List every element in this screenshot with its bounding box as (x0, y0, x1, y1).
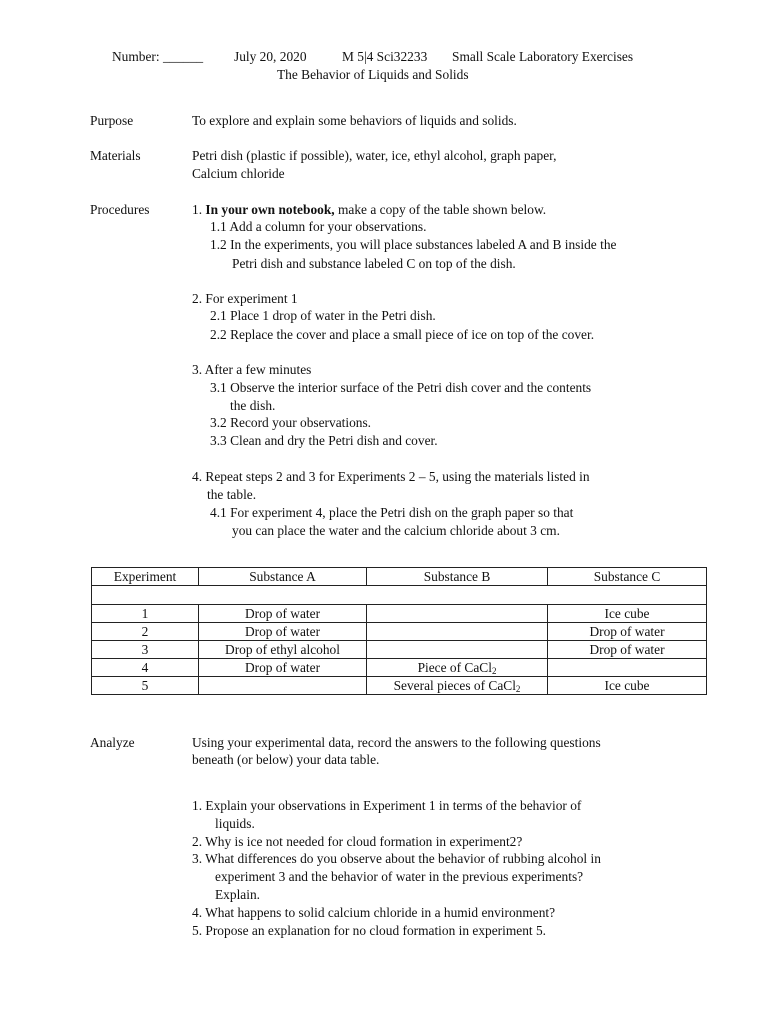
step-1-rest: make a copy of the table shown below. (338, 202, 547, 217)
materials-line-1: Petri dish (plastic if possible), water, ice, ethyl alcohol, graph paper, (192, 148, 557, 163)
table-row (92, 677, 707, 695)
table-cell: Ice cube (548, 605, 707, 623)
table-cell: Drop of water (199, 605, 367, 623)
procedure-step-1-2b: Petri dish and substance labeled C on top of the dish. (232, 256, 516, 271)
header-substance-c: Substance C (548, 568, 707, 586)
header-experiment: Experiment (92, 568, 199, 586)
step-1-bold: In your own notebook, (205, 202, 335, 217)
procedure-step-3-3: 3.3 Clean and dry the Petri dish and cover. (210, 433, 438, 448)
step-1-number: 1. (192, 202, 203, 217)
question-3a: 3. What differences do you observe about the behavior of rubbing alcohol in (192, 851, 601, 866)
table-cell: 4 (92, 659, 199, 677)
header-substance-b: Substance B (367, 568, 548, 586)
question-3b: experiment 3 and the behavior of water in the previous experiments? (215, 869, 584, 884)
materials-table (91, 567, 707, 695)
subscript: 2 (491, 665, 497, 676)
course-code: M 5|4 Sci32233 (342, 49, 428, 64)
cell-text: Piece of CaCl (417, 659, 492, 675)
table-row (92, 659, 707, 677)
purpose-text: To explore and explain some behaviors of liquids and solids. (192, 113, 517, 128)
table-cell: 5 (92, 677, 199, 695)
procedure-step-4a: 4. Repeat steps 2 and 3 for Experiments 2 – 5, using the materials listed in (192, 469, 590, 484)
analyze-label: Analyze (90, 735, 135, 750)
date: July 20, 2020 (234, 49, 307, 64)
procedure-step-2: 2. For experiment 1 (192, 291, 298, 306)
table-cell: Drop of water (199, 659, 367, 677)
table-row (92, 641, 707, 659)
table-row (92, 605, 707, 623)
purpose-label: Purpose (90, 113, 134, 128)
table-cell (367, 641, 548, 659)
table-cell: 2 (92, 623, 199, 641)
question-2: 2. Why is ice not needed for cloud formation in experiment2? (192, 834, 523, 849)
table-row (92, 623, 707, 641)
procedure-step-3-1b: the dish. (230, 398, 276, 413)
materials-label: Materials (90, 148, 141, 163)
table-cell: Ice cube (548, 677, 707, 695)
procedure-step-4-1a: 4.1 For experiment 4, place the Petri dish on the graph paper so that (210, 505, 574, 520)
table-cell: 3 (92, 641, 199, 659)
question-1b: liquids. (215, 816, 255, 831)
table-cell (367, 623, 548, 641)
table-header-row (92, 568, 707, 586)
procedure-step-2-2: 2.2 Replace the cover and place a small piece of ice on top of the cover. (210, 327, 595, 342)
header-substance-a: Substance A (199, 568, 367, 586)
analyze-intro-1: Using your experimental data, record the answers to the following questions (192, 735, 601, 750)
table-cell (367, 677, 548, 695)
table-cell (367, 659, 548, 677)
materials-line-2: Calcium chloride (192, 166, 285, 181)
table-spacer-row (92, 586, 707, 605)
question-5: 5. Propose an explanation for no cloud formation in experiment 5. (192, 923, 547, 938)
series-title: Small Scale Laboratory Exercises (452, 49, 634, 64)
table-cell: Drop of water (548, 623, 707, 641)
question-1a: 1. Explain your observations in Experiment 1 in terms of the behavior of (192, 798, 582, 813)
procedure-step-4-1b: you can place the water and the calcium chloride about 3 cm. (232, 523, 560, 538)
question-4: 4. What happens to solid calcium chloride in a humid environment? (192, 905, 556, 920)
table-cell (548, 659, 707, 677)
procedure-step-2-1: 2.1 Place 1 drop of water in the Petri dish. (210, 308, 436, 323)
cell-text: Several pieces of CaCl (393, 677, 516, 693)
number-field: Number: ______ (112, 49, 204, 64)
procedure-step-1 (192, 201, 546, 218)
table-cell: Drop of ethyl alcohol (199, 641, 367, 659)
procedure-step-1-1: 1.1 Add a column for your observations. (210, 219, 427, 234)
procedure-step-3-1a: 3.1 Observe the interior surface of the Petri dish cover and the contents (210, 380, 592, 395)
subscript: 2 (515, 683, 521, 694)
question-3c: Explain. (215, 887, 260, 902)
table-cell (199, 677, 367, 695)
procedure-step-3: 3. After a few minutes (192, 362, 312, 377)
analyze-intro-2: beneath (or below) your data table. (192, 752, 380, 767)
page-title: The Behavior of Liquids and Solids (277, 67, 469, 82)
procedures-label: Procedures (90, 202, 150, 217)
table-cell: 1 (92, 605, 199, 623)
table-cell: Drop of water (548, 641, 707, 659)
procedure-step-4b: the table. (207, 487, 257, 502)
table-cell (367, 605, 548, 623)
procedure-step-1-2a: 1.2 In the experiments, you will place substances labeled A and B inside the (210, 237, 617, 252)
table-cell: Drop of water (199, 623, 367, 641)
spacer-cell (92, 586, 707, 605)
procedure-step-3-2: 3.2 Record your observations. (210, 415, 372, 430)
